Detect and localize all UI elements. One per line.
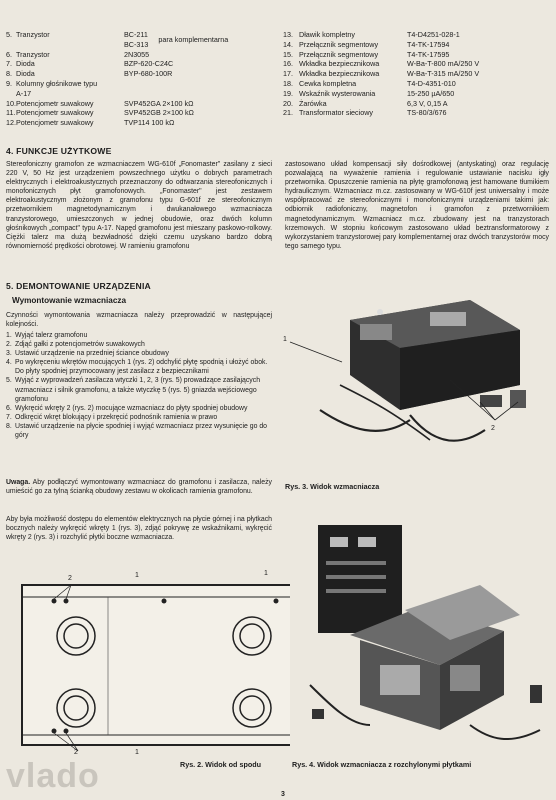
part-row: 6. Tranzystor 2N3055 [6,49,150,59]
note-text [6,478,272,496]
part-row: 9. Kolumny głośnikowe typu A-17 [6,78,98,98]
part-row: 10. Potencjometr suwakowy SVP452GA 2×100 kΩ [6,98,194,108]
list-item: 6. Wykręcić wkręty 2 (rys. 2) mocujące wzmacniacz do płyty spodniej obudowy [6,404,248,412]
list-item: 2. Zdjąć gałki z potencjometrów suwakowych [6,341,145,349]
callout-two: 2 [491,425,495,432]
page-number: 3 [281,791,285,798]
opened-amplifier-photo [290,515,552,755]
part-row: 17. Wkładka bezpiecznikowa W-Ba-T-315 mA/250 V [283,69,480,79]
figure-2-caption: Rys. 2. Widok od spodu [180,760,261,769]
part-row: 12. Potencjometr suwakowy TVP114 100 kΩ [6,118,175,128]
part-row: 15. Przełącznik segmentowy T4-TK-17595 [283,49,450,59]
steps-list [6,331,272,440]
list-item: 4. Po wykręceniu wkrętów mocujących 1 (rys. 2) odchylić płytę spodnią i ułożyć obok. Do płyty spodniej przymocowany jest zasilacz z bezpiecznikami [6,359,268,376]
section-5-heading: 5. DEMONTOWANIE URZĄDZENIA [6,281,151,291]
parts-list-right [283,30,551,118]
amplifier-photo [280,290,550,470]
list-item: 3. Ustawić urządzenie na przedniej ściance obudowy [6,350,169,358]
subsection-heading: Wymontowanie wzmacniacza [12,296,127,305]
part-row: 20. Żarówka 6,3 V, 0,15 A [283,98,448,108]
section-4-col1: Stereofoniczny gramofon ze wzmacniaczem WG-610f „Fonomaster" zasilany z sieci 220 V, 50 Hz jest urządzeniem powszechnego użytku o dobrych parametrach elektrycznych i elektroakustycznych przeznaczony do odtwarzania stereofonicznych i monofonicznych płyt gramofonowych. „Fonomaster" jest zestawem elektroakustycznym złożonym z gramofonu typu G-601f ze stereofonicznym przetwornikiem magnetodynamicznym i dwukanałowego wzmacniacza tranzystorowego, umieszczonych w jednej obudowie, oraz dwóch kolumn głośnikowych „compact" typu A-17. Napęd gramofonu jest mieszany paskowo-rolkowy. Ciężki talerz ma dużą bezwładność dzięki czemu uzyskano bardzo dobrą równomierność prędkości obrotowej. W ramieniu gramofonu [6,161,272,250]
note-body: Aby podłączyć wymontowany wzmacniacz do gramofonu i zasilacza, należy umieścić go za tylną ścianką obudowy zestawu w okolicach ramienia gramofonu. [6,479,272,496]
callout-one-bottom: 1 [135,749,139,756]
note2-text: Aby była możliwość dostępu do elementów elektrycznych na płycie górnej i na płytkach bocznych należy wykręcić wkręty 1 (rys. 3), zdjąć pokrywę ze wskaźnikami, wykręcić wkręty 2 (rys. 3) i rozchylić płytki boczne wzmacniacza. [6,516,272,542]
section-4-col2: zastosowano układ kompensacji siły dośrodkowej (antyskating) oraz regulację pozwalającą na wyważenie ramienia i regulowanie ustawianie nacisku igły przetwornika. Opuszczenie ramienia na płytę gramofonową jest hamowane tłumikiem hydraulicznym. Wzmacniacz m.cz. zastosowany w WG-610f jest uniwersalny i może współpracować ze stereofonicznymi i monofonicznymi urządzeniami takimi jak: odbiornik radiofoniczny, magnetofon i gramofon z przetwornikiem magnetodynamicznym. Wzmacniacz m.cz. zbudowany jest na tranzystorach krzemowych. W stopniu końcowym zastosowano układ beztransformatorowy z wykorzystaniem tranzystorowej pary komplementarnej oraz dwóch tranzystorów mocy tego samego typu. [285,161,549,250]
list-item: 7. Odkręcić wkręt blokujący i przekręcić podnośnik ramienia w prawo [6,413,218,421]
part-row: 21. Transformator sieciowy TS-80/3/676 [283,108,447,118]
watermark-text: vlado [6,757,100,795]
section-4-heading: 4. FUNKCJE UŻYTKOWE [6,146,112,156]
part-row: 5. Tranzystor BC-211 BC-313 para komplementarna [6,30,229,49]
callout-one: 1 [283,336,287,343]
part-row: 18. Cewka kompletna T4-D-4351-010 [283,78,456,88]
callout-one-right: 1 [264,570,268,577]
bottom-view-drawing [14,575,304,755]
figure-4-caption: Rys. 4. Widok wzmacniacza z rozchylonymi płytkami [292,760,472,769]
parts-list-left [6,30,274,128]
part-row: 16. Wkładka bezpiecznikowa W-Ba-T-800 mA/250 V [283,59,480,69]
callout-two-bottom: 2 [74,749,78,756]
part-row: 11. Potencjometr suwakowy SVP452GB 2×100 kΩ [6,108,194,118]
part-row: 7. Dioda BZP-620-C24C [6,59,174,69]
part-row: 14. Przełącznik segmentowy T4-TK-17594 [283,39,450,49]
list-item: 8. Ustawić urządzenie na płycie spodniej i wyjąć wzmacniacz przez wysunięcie go do góry [6,422,268,440]
list-item: 5. Wyjąć z wyprowadzeń zasilacza wtyczki 1, 2, 3 (rys. 5) prowadzące zasilających wzmacniacz i silnik gramofonu, a także wtyczkę 5 (rys. 5) gniazda wejściowego gramofonu [6,377,261,403]
part-row: 13. Dławik kompletny T4-D4251-028-1 [283,30,460,39]
figure-3-caption: Rys. 3. Widok wzmacniacza [285,482,380,491]
callout-two-top: 2 [68,575,72,582]
note-label: Uwaga. [6,479,31,486]
list-item: 1. Wyjąć talerz gramofonu [6,332,88,339]
callout-one-top: 1 [135,572,139,579]
part-row: 19. Wskaźnik wysterowania 15-250 µA/650 [283,88,455,98]
intro-text: Czynności wymontowania wzmacniacza należy przeprowadzić w następującej kolejności. [6,312,272,329]
part-row: 8. Dioda BYP-680-100R [6,69,173,79]
